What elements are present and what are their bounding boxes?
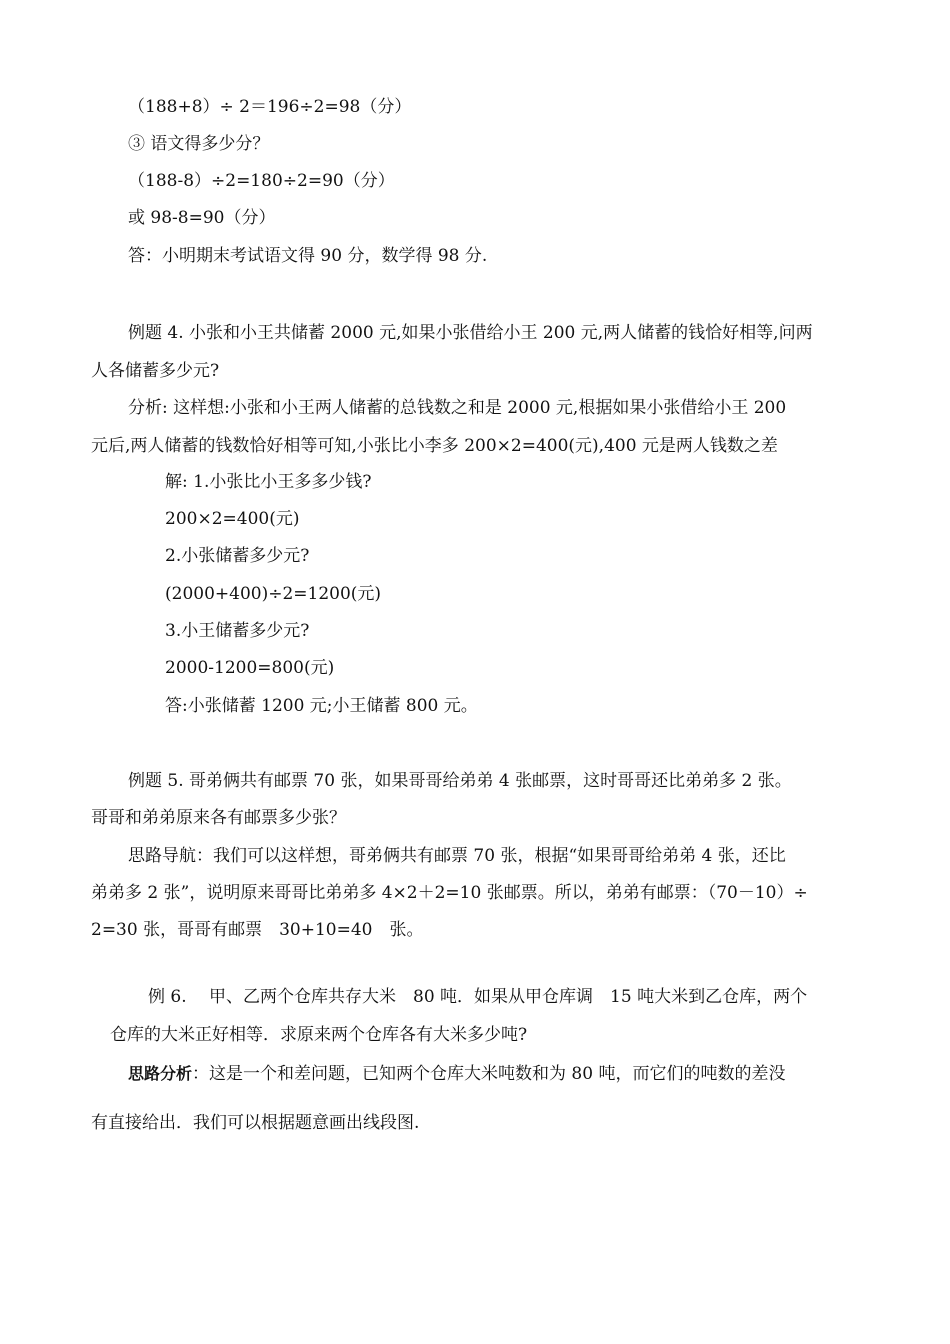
solution-line-3: 或 98-8=90（分） [128,208,276,228]
example4-analysis-line-2: 元后,两人储蓄的钱数恰好相等可知,小张比小李多 200×2=400(元),400 元是两人钱数之差 [91,436,778,456]
example5-analysis-line-3: 2=30 张，哥哥有邮票 30+10=40 张。 [91,920,424,940]
example6-question-line-1: 例 6. 甲、乙两个仓库共存大米 80 吨．如果从甲仓库调 15 吨大米到乙仓库，两个 [148,987,808,1007]
example4-question-line-1: 例题 4. 小张和小王共储蓄 2000 元,如果小张借给小王 200 元,两人储蓄的钱恰好相等,问两 [128,323,813,343]
example4-step-3: 2.小张储蓄多少元? [165,546,310,566]
example4-step-6: 2000-1200=800(元) [165,658,335,678]
example6-analysis-line-2: 有直接给出．我们可以根据题意画出线段图. [91,1113,420,1133]
solution-line-1: （188+8）÷ 2＝196÷2=98（分） [128,97,412,117]
example4-step-5: 3.小王储蓄多少元? [165,621,310,641]
example6-analysis-line-1 [128,1064,785,1084]
example4-answer: 答:小张储蓄 1200 元;小王储蓄 800 元。 [165,696,478,716]
example4-question-line-2: 人各储蓄多少元? [91,361,220,381]
example5-question-line-1: 例题 5. 哥弟俩共有邮票 70 张，如果哥哥给弟弟 4 张邮票，这时哥哥还比弟弟多 2 张。 [128,771,792,791]
example6-question-line-2: 仓库的大米正好相等．求原来两个仓库各有大米多少吨? [110,1025,528,1045]
solution-line-2: （188-8）÷2=180÷2=90（分） [128,171,395,191]
example4-step-4: (2000+400)÷2=1200(元) [165,584,382,604]
example5-analysis-line-2: 弟弟多 2 张”，说明原来哥哥比弟弟多 4×2＋2=10 张邮票。所以，弟弟有邮票：（70－10）÷ [91,883,808,903]
example4-analysis-line-1: 分析: 这样想:小张和小王两人储蓄的总钱数之和是 2000 元,根据如果小张借给小王 200 [128,398,787,418]
answer-line: 答：小明期末考试语文得 90 分，数学得 98 分. [128,246,488,266]
example4-step-1: 解: 1.小张比小王多多少钱? [165,472,372,492]
analysis-text: ：这是一个和差问题，已知两个仓库大米吨数和为 80 吨，而它们的吨数的差没 [192,1064,786,1084]
example5-analysis-line-1: 思路导航：我们可以这样想，哥弟俩共有邮票 70 张，根据“如果哥哥给弟弟 4 张，还比 [128,846,786,866]
analysis-label: 思路分析 [128,1064,193,1083]
example5-question-line-2: 哥哥和弟弟原来各有邮票多少张？ [91,808,346,828]
example4-step-2: 200×2=400(元) [165,509,300,529]
question-line-3: ③ 语文得多少分？ [128,134,270,154]
